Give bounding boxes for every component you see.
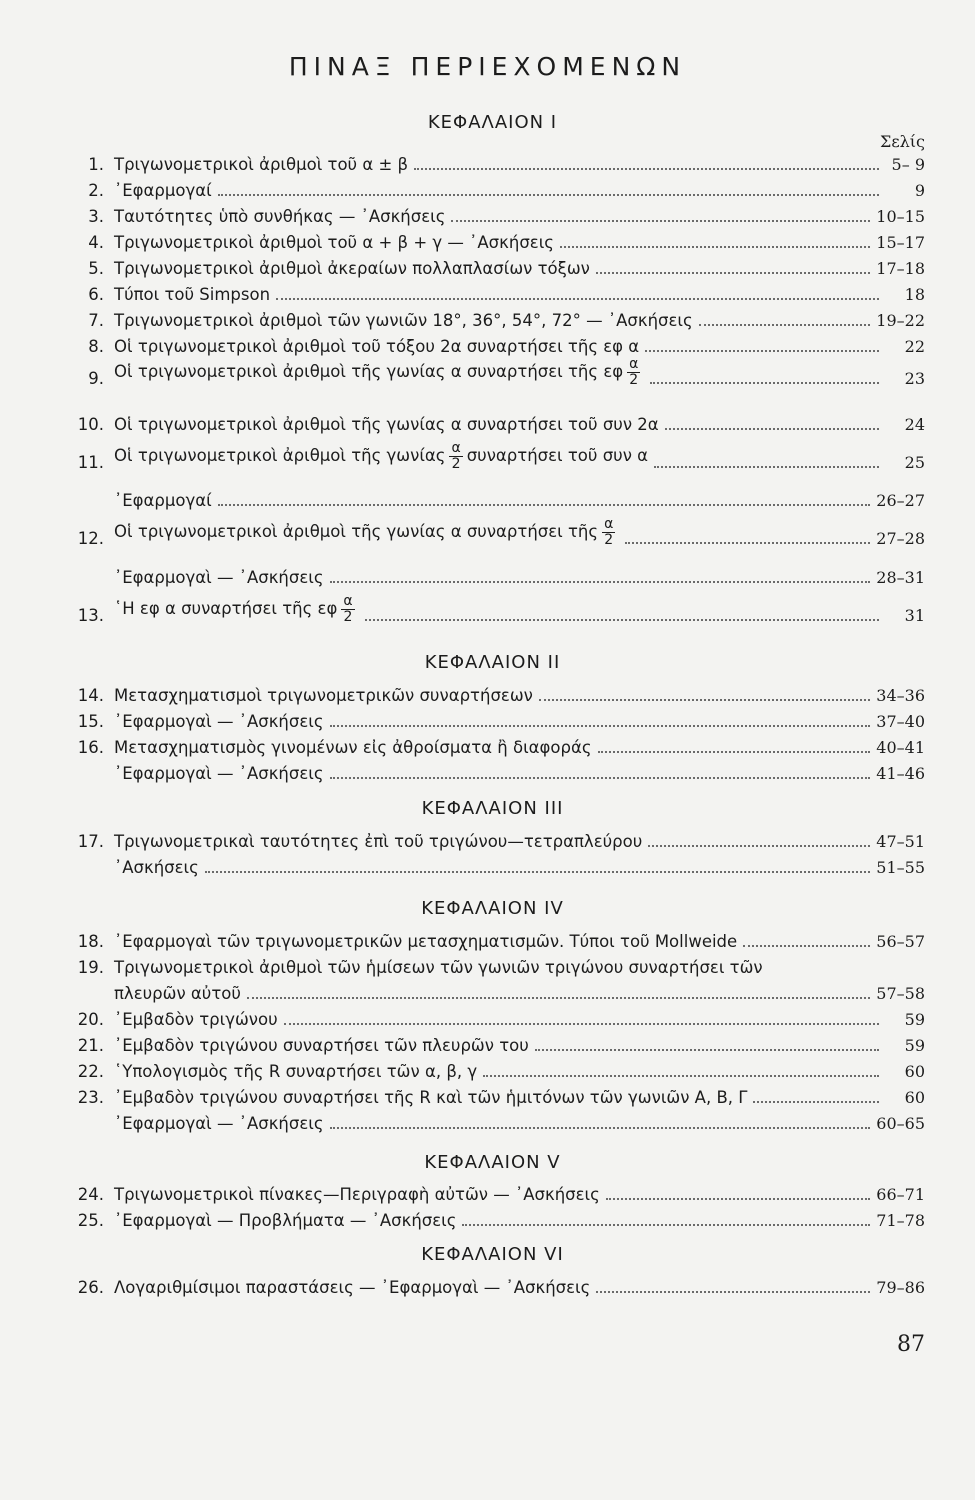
entry-title-text: Οἱ τριγωνομετρικοὶ ἀριθμοὶ τῆς γωνίας [114,446,446,465]
entry-title [114,517,619,548]
dot-leader [650,368,879,384]
dot-leader [535,1035,879,1051]
toc-entry [60,174,925,200]
dot-leader [330,567,871,583]
entry-pages: 41–46 [876,764,925,783]
entry-title-text: Τριγωνομετρικοὶ ἀριθμοὶ ἀκεραίων πολλαπλασίων τόξων [114,259,590,278]
entry-title-text: Τριγωνομετρικοὶ ἀριθμοὶ τοῦ α ± β [114,155,409,174]
toc-entry [60,851,925,877]
entry-pages: 15–17 [876,233,925,252]
entry-number: 8. [88,337,104,356]
entry-number: 11. [77,453,104,472]
toc-entry [60,148,925,174]
entry-pages: 18 [904,285,925,304]
entry-title [114,1036,529,1055]
dot-leader [539,685,870,701]
entry-title-text: Τριγωνομετρικοὶ ἀριθμοὶ τῶν γωνιῶν 18°, 36°, 54°, 72° — ᾿Ασκήσεις [114,311,693,330]
toc-entry [60,705,925,731]
toc-entry [60,356,925,388]
toc-entry [60,1029,925,1055]
entry-pages: 60–65 [876,1114,925,1133]
toc-entry [60,330,925,356]
entry-number: 3. [88,207,104,226]
toc-entry [60,1178,925,1204]
entry-number: 2. [88,181,104,200]
dot-leader [483,1061,879,1077]
dot-leader [645,336,879,352]
dot-leader [218,180,879,196]
entry-pages: 40–41 [876,738,925,757]
fraction-numerator: α [629,356,639,372]
entry-title [114,441,648,472]
entry-number: 21. [77,1036,104,1055]
entry-title-text: ᾿Εφαρμογαὶ — ᾿Ασκήσεις [114,712,324,731]
entry-title-text: ᾿Εφαρμογαὶ — ᾿Ασκήσεις [114,568,324,587]
entry-title-text: Τριγωνομετρικοὶ ἀριθμοὶ τοῦ α + β + γ — ᾿Ασκήσεις [114,233,554,252]
entry-number: 12. [77,529,104,548]
entry-pages: 59 [904,1036,925,1055]
dot-leader [330,1113,871,1129]
entry-number: 22. [77,1062,104,1081]
dot-leader [596,258,870,274]
entry-title-text: Τύποι τοῦ Simpson [114,285,271,304]
entry-number: 10. [77,415,104,434]
toc-entry [60,731,925,757]
entry-number: 26. [77,1278,104,1297]
entry-pages: 34–36 [876,686,925,705]
fraction-numerator: α [604,516,614,532]
entry-title-text: Λογαριθμίσιμοι παραστάσεις — ᾿Εφαρμογαὶ — ᾿Ασκήσεις [114,1278,591,1297]
dot-leader [596,1277,870,1293]
toc-entry [60,679,925,705]
toc-entry [60,1081,925,1107]
entry-title-text: Οἱ τριγωνομετρικοὶ ἀριθμοὶ τῆς γωνίας α συναρτήσει τῆς εφ [114,362,624,381]
entry-number: 15. [77,712,104,731]
entry-title [114,568,324,587]
dot-leader [606,1184,870,1200]
entry-title [114,686,533,705]
entry-title [114,1211,456,1230]
entry-pages: 51–55 [876,858,925,877]
toc-entry [60,226,925,252]
entry-pages: 28–31 [876,568,925,587]
entry-title-text: ῾Η εφ α συναρτήσει τῆς εφ [114,599,338,618]
fraction-numerator: α [343,593,353,609]
toc-entry [60,1107,925,1133]
entry-title-text: Οἱ τριγωνομετρικοὶ ἀριθμοὶ τῆς γωνίας α συναρτήσει τῆς [114,522,599,541]
dot-leader [330,711,871,727]
page-title: ΠΙΝΑΞ ΠΕΡΙΕΧΟΜΕΝΩΝ [288,52,687,81]
entry-title-text: ᾿Εφαρμογαὶ — ᾿Ασκήσεις [114,1114,324,1133]
entry-pages: 60 [904,1062,925,1081]
entry-title [114,259,590,278]
entry-title [114,155,408,174]
dot-leader [560,232,870,248]
dot-leader [205,857,870,873]
chapter-heading: ΚΕΦΑΛΑΙΟΝ IV [421,898,564,919]
entry-title [114,1185,600,1204]
toc-entry [60,925,925,951]
toc-entry [60,440,925,472]
entry-pages: 59 [904,1010,925,1029]
page-number: 87 [897,1332,925,1357]
entry-pages: 56–57 [876,932,925,951]
toc-entry [60,757,925,783]
entry-title-text: Ταυτότητες ὑπὸ συνθήκας — ᾿Ασκήσεις [114,207,446,226]
entry-number: 23. [77,1088,104,1107]
entry-pages: 47–51 [876,832,925,851]
entry-number: 24. [77,1185,104,1204]
entry-title [114,858,199,877]
entry-title [114,958,763,977]
entry-pages: 5– 9 [891,155,925,174]
entry-pages: 22 [904,337,925,356]
entry-title [114,415,659,434]
entry-title [114,1088,747,1107]
entry-pages: 71–78 [876,1211,925,1230]
entry-title-text: ᾿Εφαρμογαί [114,181,212,200]
entry-title-text: ᾿Εφαρμογαί [114,491,212,510]
toc-entry [60,408,925,434]
entry-number: 25. [77,1211,104,1230]
entry-title [114,285,270,304]
fraction-denominator: 2 [451,456,461,472]
fraction-denominator: 2 [629,372,639,388]
entry-number: 4. [88,233,104,252]
toc-entry [60,278,925,304]
entry-title-text: Μετασχηματισμοὶ τριγωνομετρικῶν συναρτήσεων [114,686,533,705]
entry-title [114,233,554,252]
toc-entry [60,1204,925,1230]
entry-number: 19. [77,958,104,977]
entry-pages: 25 [904,453,925,472]
entry-title [114,207,445,226]
entry-title-continuation: πλευρῶν αὐτοῦ [114,984,241,1003]
entry-title [114,181,212,200]
dot-leader [330,763,871,779]
toc-entry [60,484,925,510]
entry-title [114,764,324,783]
entry-pages: 57–58 [876,984,925,1003]
entry-number: 18. [77,932,104,951]
chapter-heading: ΚΕΦΑΛΑΙΟΝ II [424,652,561,673]
dot-leader [625,528,870,544]
entry-number: 7. [88,311,104,330]
entry-pages: 37–40 [876,712,925,731]
fraction [449,441,462,472]
toc-entry [60,304,925,330]
entry-title-text: ᾿Εμβαδὸν τριγώνου [114,1010,278,1029]
entry-pages: 19–22 [876,311,925,330]
fraction-denominator: 2 [604,532,614,548]
entry-title [114,832,642,851]
chapter-heading: ΚΕΦΑΛΑΙΟΝ I [427,112,558,133]
entry-pages: 66–71 [876,1185,925,1204]
entry-title [114,1062,477,1081]
dot-leader [654,452,879,468]
entry-title-text: ᾿Εμβαδὸν τριγώνου συναρτήσει τῶν πλευρῶν του [114,1036,529,1055]
entry-title [114,1278,590,1297]
entry-pages: 23 [904,369,925,388]
entry-title-text: Τριγωνομετρικαὶ ταυτότητες ἐπὶ τοῦ τριγώνου—τετραπλεύρου [114,832,643,851]
entry-title [114,712,324,731]
entry-title [114,311,693,330]
toc-entry [60,200,925,226]
toc-entry [60,561,925,587]
entry-number: 6. [88,285,104,304]
toc-entry [60,252,925,278]
entry-title-text: Οἱ τριγωνομετρικοὶ ἀριθμοὶ τῆς γωνίας α συναρτήσει τοῦ συν 2α [114,415,659,434]
dot-leader [462,1210,870,1226]
entry-title [114,357,644,388]
entry-title-text: Οἱ τριγωνομετρικοὶ ἀριθμοὶ τοῦ τόξου 2α συναρτήσει τῆς εφ α [114,337,640,356]
entry-pages: 10–15 [876,207,925,226]
entry-number: 1. [88,155,104,174]
entry-title [114,1010,278,1029]
dot-leader [365,605,879,621]
fraction [602,517,615,548]
dot-leader [598,737,871,753]
entry-title [114,932,737,951]
dot-leader [743,931,870,947]
dot-leader [414,154,879,170]
entry-pages: 79–86 [876,1278,925,1297]
entry-title [114,738,592,757]
entry-title [114,594,359,625]
entry-title-text: ᾿Εφαρμογαὶ — ᾿Ασκήσεις [114,764,324,783]
entry-number: 16. [77,738,104,757]
entry-number: 5. [88,259,104,278]
entry-title-text: ᾿Εφαρμογαὶ — Προβλήματα — ᾿Ασκήσεις [114,1211,457,1230]
entry-title-text-after: συναρτήσει τοῦ συν α [466,446,649,465]
entry-title-text: Τριγωνομετρικοὶ πίνακες—Περιγραφὴ αὐτῶν — ᾿Ασκήσεις [114,1185,600,1204]
entry-pages: 24 [904,415,925,434]
entry-title [114,491,212,510]
entry-pages: 17–18 [876,259,925,278]
dot-leader [218,490,871,506]
toc-entry-continuation [60,977,925,1003]
entry-title [114,1114,324,1133]
dot-leader [247,983,870,999]
entry-title-text: ῾Υπολογισμὸς τῆς R συναρτήσει τῶν α, β, γ [114,1062,478,1081]
dot-leader [451,206,870,222]
toc-entry [60,951,925,977]
dot-leader [699,310,871,326]
toc-entry [60,1055,925,1081]
entry-title-text: Μετασχηματισμὸς γινομένων εἰς ἀθροίσματα ἢ διαφοράς [114,738,592,757]
entry-title-text: ᾿Εμβαδὸν τριγώνου συναρτήσει τῆς R καὶ τῶν ἡμιτόνων τῶν γωνιῶν Α, Β, Γ [114,1088,748,1107]
entry-title [114,337,639,356]
entry-number: 14. [77,686,104,705]
entry-pages: 31 [904,606,925,625]
dot-leader [648,831,870,847]
entry-number: 9. [88,369,104,388]
toc-entry [60,825,925,851]
entry-title-text: ᾿Ασκήσεις [114,858,199,877]
dot-leader [753,1087,879,1103]
entry-number: 13. [77,606,104,625]
entry-pages: 60 [904,1088,925,1107]
entry-title-text: Τριγωνομετρικοὶ ἀριθμοὶ τῶν ἡμίσεων τῶν γωνιῶν τριγώνου συναρτήσει τῶν [114,958,763,977]
chapter-heading: ΚΕΦΑΛΑΙΟΝ VI [421,1244,564,1265]
fraction-denominator: 2 [343,609,353,625]
toc-entry [60,1271,925,1297]
entry-number: 20. [77,1010,104,1029]
fraction [341,594,354,625]
dot-leader [284,1009,879,1025]
chapter-heading: ΚΕΦΑΛΑΙΟΝ V [424,1152,561,1173]
entry-pages: 26–27 [876,491,925,510]
chapter-heading: ΚΕΦΑΛΑΙΟΝ III [421,798,564,819]
fraction-numerator: α [451,440,461,456]
toc-entry [60,516,925,548]
dot-leader [276,284,879,300]
entry-pages: 9 [914,181,925,200]
toc-entry [60,593,925,625]
dot-leader [665,414,879,430]
entry-number: 17. [77,832,104,851]
toc-entry [60,1003,925,1029]
fraction [627,357,640,388]
entry-pages: 27–28 [876,529,925,548]
pages-column-label: Σελίς [880,132,925,151]
entry-title-text: ᾿Εφαρμογαὶ τῶν τριγωνομετρικῶν μετασχηματισμῶν. Τύποι τοῦ Mollweide [114,932,738,951]
